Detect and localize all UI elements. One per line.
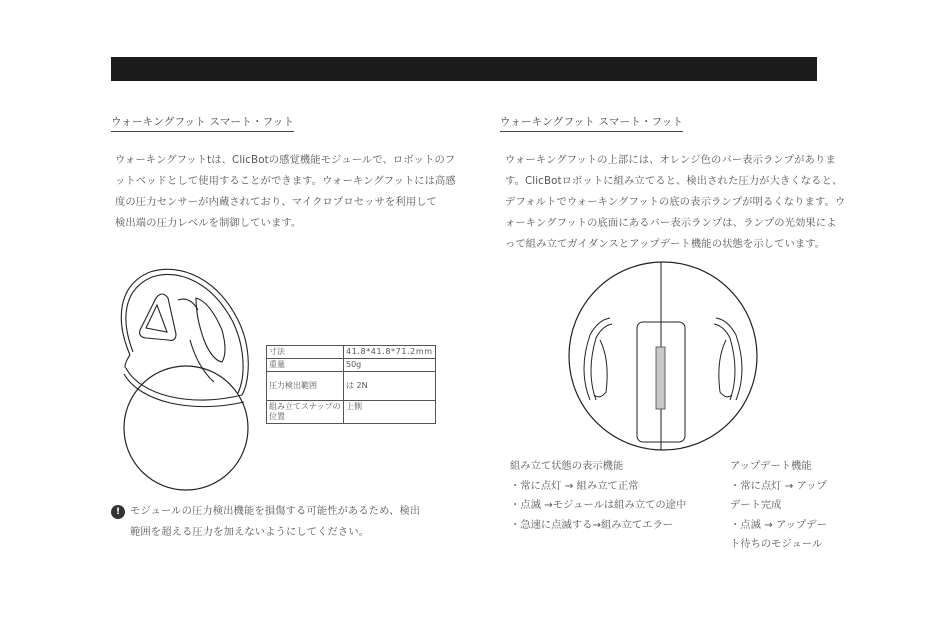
spec-row (267, 401, 436, 424)
note-line: 範囲を超える圧力を加えないようにしてください。 (130, 526, 370, 538)
paragraph-line: ットベッドとして使用することができます。ウォーキングフットには高感 (115, 175, 456, 187)
spec-label: 圧力検出範囲 (267, 372, 344, 401)
assembly-status-item: ・急速に点滅する→組み立てエラー (510, 518, 674, 531)
spec-label: 寸法 (267, 346, 344, 359)
left-section-title: ウォーキングフット スマート・フット (111, 114, 294, 132)
spec-table (266, 345, 436, 424)
right-description (505, 150, 845, 255)
update-status-line: ト待ちのモジュール (730, 538, 823, 550)
paragraph-line: ウォーキングフットの上部には、オレンジ色のバー表示ランプがありま (505, 154, 836, 166)
spec-row (267, 372, 436, 401)
spec-label: 組み立てスナップの位置 (267, 401, 344, 424)
paragraph-line: ウォーキングフットtは、ClicBotの感覚機能モジュールで、ロボットのフ (115, 154, 456, 166)
update-status-line: ・点滅 → アップデー (730, 518, 827, 531)
paragraph-line: って組み立てガイダンスとアップデート機能の状態を示しています。 (505, 238, 826, 250)
note-line: モジュールの圧力検出機能を損傷する可能性があるため、検出 (130, 505, 421, 517)
assembly-status-item: ・常に点灯 → 組み立て正常 (510, 479, 639, 492)
warning-icon: ! (111, 505, 125, 519)
update-status-list (730, 457, 827, 555)
paragraph-line: ォーキングフットの底面にあるバー表示ランプは、ランプの光効果によ (505, 217, 837, 229)
assembly-status-title: 組み立て状態の表示機能 (510, 460, 624, 472)
spec-label: 重量 (267, 359, 344, 372)
update-status-line: デート完成 (730, 499, 782, 511)
right-section-title: ウォーキングフット スマート・フット (500, 114, 683, 132)
spec-row (267, 359, 436, 372)
paragraph-line: 検出端の圧力レベルを制御しています。 (115, 217, 302, 229)
update-status-title: アップデート機能 (730, 460, 812, 472)
paragraph-line: デフォルトでウォーキングフットの底の表示ランプが明るくなります。ウ (505, 196, 846, 208)
update-status-line: ・常に点灯 → アップ (730, 479, 827, 492)
spec-value: 41.8*41.8*71.2mm (344, 346, 436, 359)
assembly-status-item: ・点滅 →モジュールは組み立ての途中 (510, 499, 687, 511)
spec-value: 上側 (344, 401, 436, 424)
paragraph-line: 度の圧力センサーが内蔵されており、マイクロプロセッサを利用して (115, 196, 437, 208)
paragraph-line: す。ClicBotロボットに組み立てると、検出された圧力が大きくなると、 (505, 175, 843, 187)
spec-value: は 2N (344, 372, 436, 401)
spec-value: 50g (344, 359, 436, 372)
assembly-status-list (510, 457, 686, 535)
spec-row (267, 346, 436, 359)
note-text (130, 501, 420, 543)
